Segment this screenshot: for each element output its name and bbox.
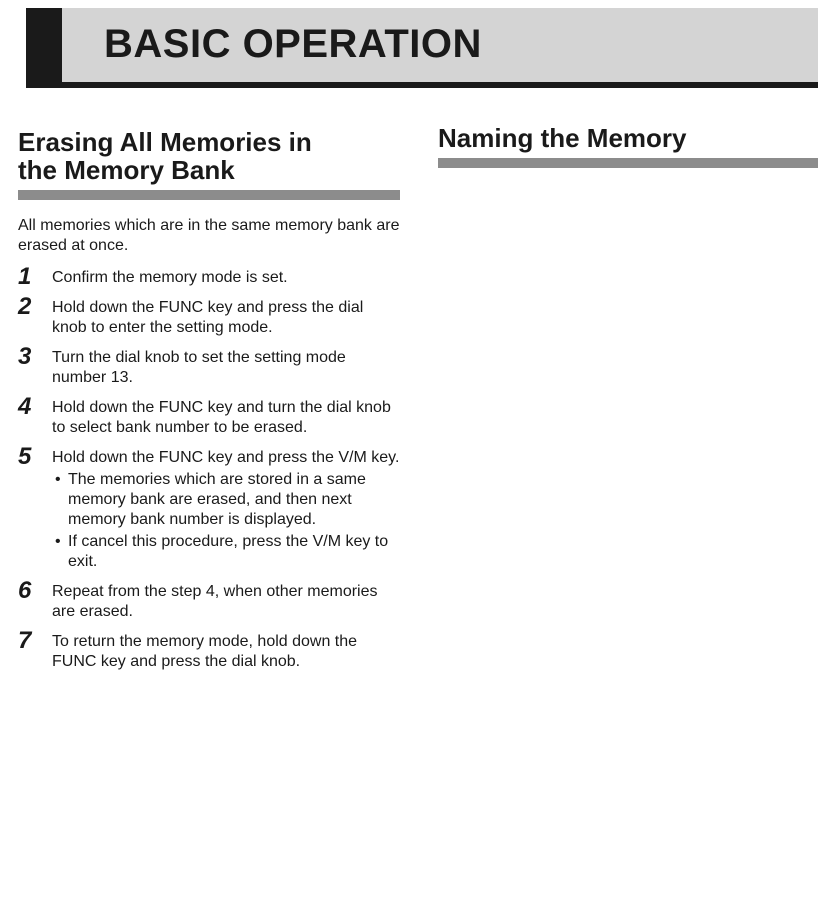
- heading-rule-left: [18, 190, 400, 200]
- left-column: [18, 128, 400, 682]
- bullet-text: The memories which are stored in a same memory bank are erased, and then next memory bank number is displayed.: [68, 471, 366, 528]
- step-6: [18, 577, 400, 622]
- step-number: 6: [18, 577, 32, 604]
- step-1: [18, 263, 400, 290]
- step-5: [18, 443, 400, 572]
- step-text: Repeat from the step 4, when other memories are erased.: [52, 583, 378, 620]
- right-column: [438, 124, 818, 168]
- header-black-tab: [26, 8, 62, 82]
- heading-rule-right: [438, 158, 818, 168]
- page-header-band: [26, 8, 818, 88]
- step-text: Confirm the memory mode is set.: [52, 269, 288, 286]
- step-number: 2: [18, 293, 32, 320]
- bullet-item: [52, 470, 400, 530]
- step-number: 1: [18, 263, 32, 290]
- step-text: Hold down the FUNC key and press the dial knob to enter the setting mode.: [52, 299, 364, 336]
- step-7: [18, 627, 400, 672]
- step-number: 5: [18, 443, 32, 470]
- bullet-text: If cancel this procedure, press the V/M key to exit.: [68, 533, 389, 570]
- step-text: Hold down the FUNC key and turn the dial knob to select bank number to be erased.: [52, 399, 391, 436]
- intro-paragraph: All memories which are in the same memory bank are erased at once.: [18, 217, 400, 254]
- step-number: 7: [18, 627, 32, 654]
- page-title: BASIC OPERATION: [104, 22, 482, 66]
- step-3: [18, 343, 400, 388]
- step-number: 4: [18, 393, 32, 420]
- step-number: 3: [18, 343, 32, 370]
- step-text: To return the memory mode, hold down the FUNC key and press the dial knob.: [52, 633, 358, 670]
- bullet-dot-icon: •: [55, 533, 61, 550]
- step-2: [18, 293, 400, 338]
- bullet-dot-icon: •: [55, 471, 61, 488]
- steps-list: [18, 263, 400, 672]
- section-heading-erasing: [18, 128, 400, 188]
- step-4: [18, 393, 400, 438]
- bullet-item: [52, 532, 400, 572]
- step-text: Turn the dial knob to set the setting mode number 13.: [52, 349, 346, 386]
- heading-line-2: the Memory Bank: [18, 155, 235, 185]
- heading-line-1: Erasing All Memories in: [18, 127, 312, 157]
- step-5-bullets: [52, 470, 400, 572]
- section-heading-naming: Naming the Memory: [438, 123, 687, 153]
- step-text: Hold down the FUNC key and press the V/M key.: [52, 449, 400, 466]
